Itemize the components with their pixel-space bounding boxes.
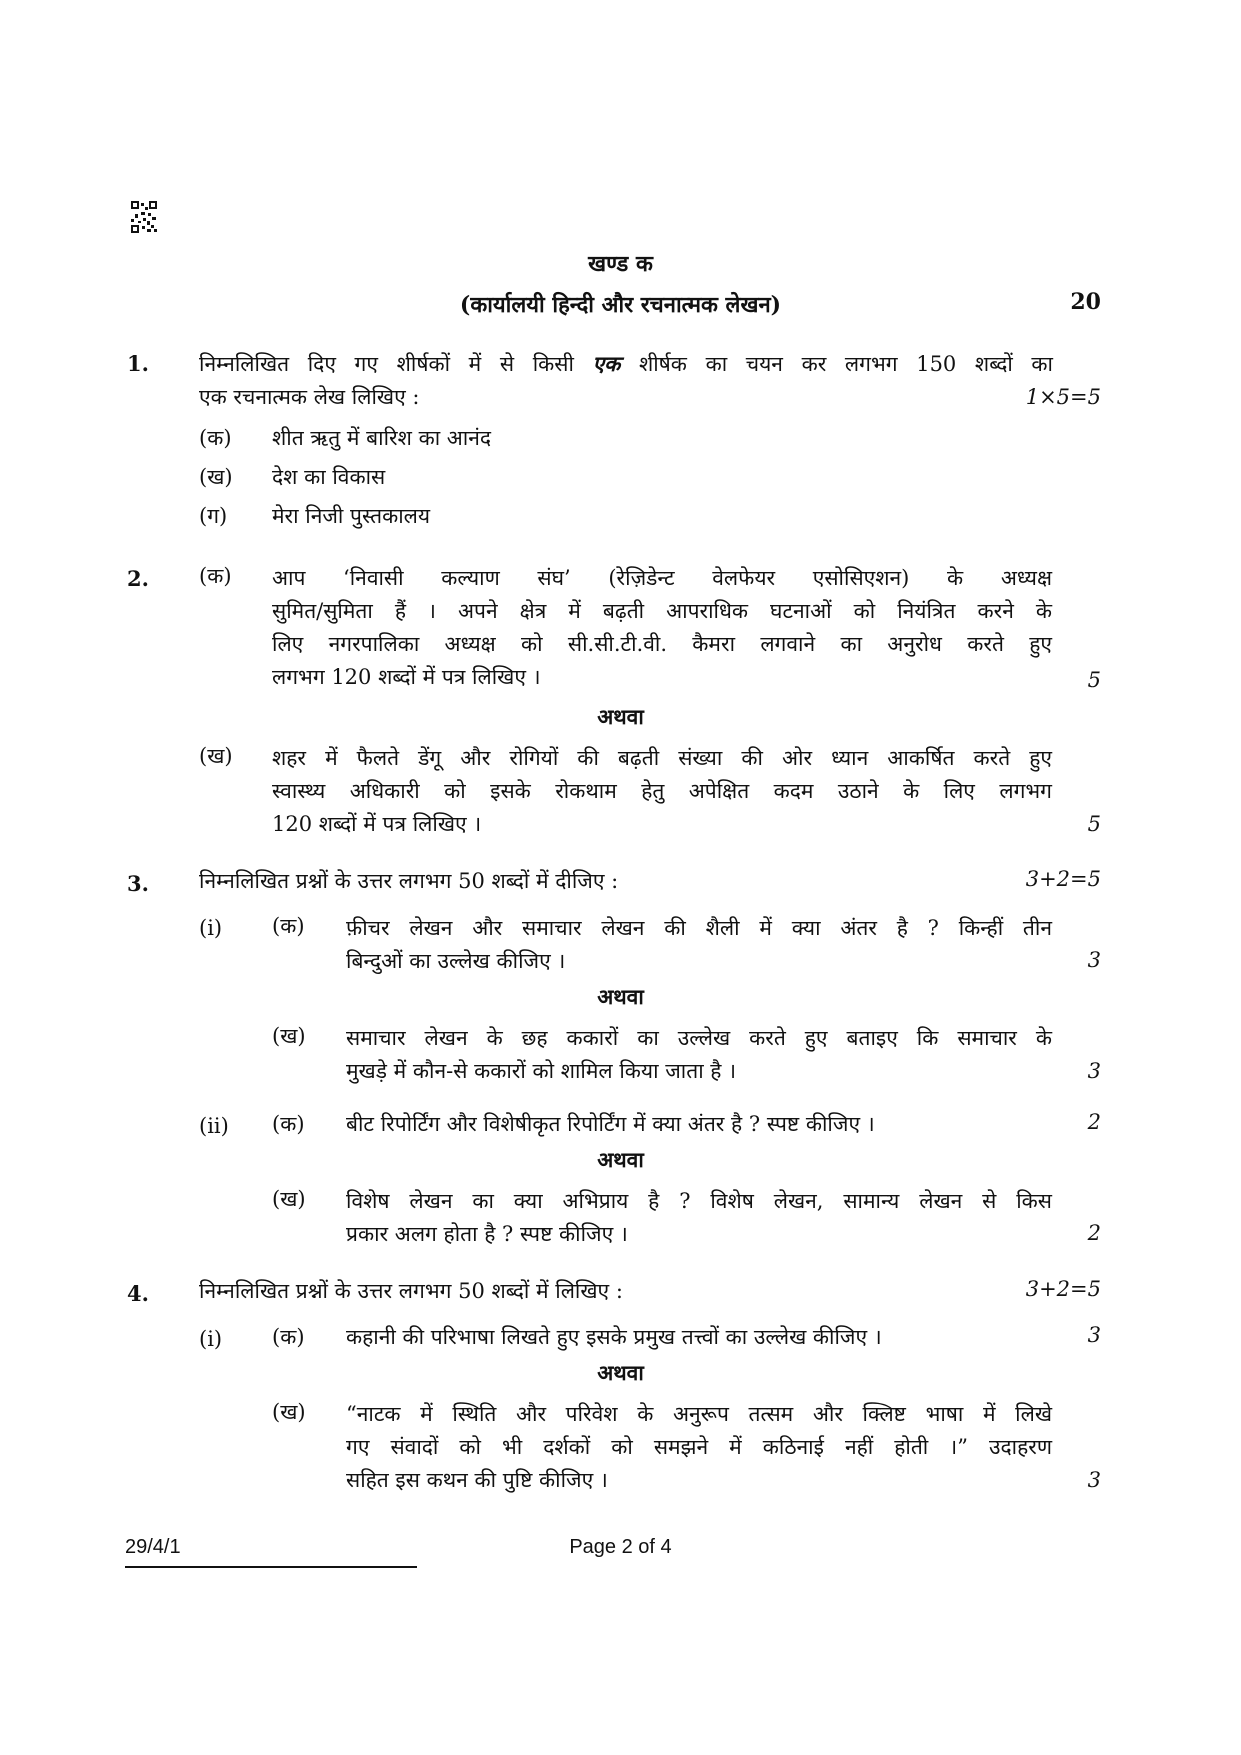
q3-ii-b-marks: 2 <box>1087 1221 1101 1245</box>
option-label: (ख) <box>199 744 233 768</box>
option-label: (ख) <box>272 1187 306 1211</box>
option-text: मेरा निजी पुस्तकालय <box>272 504 431 528</box>
question-number: 1. <box>127 351 149 376</box>
option-label: (क) <box>272 1112 305 1136</box>
text-line: लिए नगरपालिका अध्यक्ष को सी.सी.टी.वी. कैमरा लगवाने का अनुरोध करते हुए <box>272 632 1052 656</box>
option-label: (ख) <box>199 465 233 489</box>
text-line: लगभग 120 शब्दों में पत्र लिखिए । <box>272 665 541 689</box>
or-label: अथवा <box>597 704 644 729</box>
option-text: शीत ऋतु में बारिश का आनंद <box>272 426 492 450</box>
text-line: फ़ीचर लेखन और समाचार लेखन की शैली में क्या अंतर है ? किन्हीं तीन <box>346 916 1052 940</box>
text-line: सुमित/सुमिता हैं । अपने क्षेत्र में बढ़ती आपराधिक घटनाओं को नियंत्रित करने के <box>272 599 1052 623</box>
q2-b-marks: 5 <box>1087 812 1101 836</box>
text-line: आप ‘निवासी कल्याण संघ’ (रेज़िडेन्ट वेलफेयर एसोसिएशन) के अध्यक्ष <box>272 566 1052 590</box>
q2-b-text <box>272 742 1052 841</box>
text-line: बिन्दुओं का उल्लेख कीजिए । <box>346 949 566 973</box>
section-subtitle: (कार्यालयी हिन्दी और रचनात्मक लेखन) <box>459 292 782 318</box>
or-label: अथवा <box>597 1360 644 1385</box>
paper-code: 29/4/1 <box>125 1536 181 1558</box>
sub-question-label: (i) <box>199 1327 223 1351</box>
option-label: (ख) <box>272 1400 306 1424</box>
section-marks: 20 <box>1070 289 1101 315</box>
q4-i-a-marks: 3 <box>1087 1323 1101 1347</box>
q3-i-a-marks: 3 <box>1087 948 1101 972</box>
q3-ii-a-marks: 2 <box>1087 1110 1101 1134</box>
text-line: शहर में फैलते डेंगू और रोगियों की बढ़ती संख्या की ओर ध्यान आकर्षित करते हुए <box>272 746 1052 770</box>
option-label: (क) <box>272 914 305 938</box>
q3-stem: निम्नलिखित प्रश्नों के उत्तर लगभग 50 शब्दों में दीजिए : <box>199 869 619 893</box>
q4-i-b-text <box>346 1398 1052 1497</box>
or-label: अथवा <box>597 1147 644 1172</box>
q1-marks: 1×5=5 <box>1025 385 1101 409</box>
q3-marks: 3+2=5 <box>1025 867 1101 891</box>
text-line: मुखड़े में कौन-से ककारों को शामिल किया जाता है । <box>346 1059 737 1083</box>
text-line: गए संवादों को भी दर्शकों को समझने में कठिनाई नहीं होती ।” उदाहरण <box>346 1435 1052 1459</box>
text-line: “नाटक में स्थिति और परिवेश के अनुरूप तत्सम और क्लिष्ट भाषा में लिखे <box>346 1402 1052 1426</box>
text-line: स्वास्थ्य अधिकारी को इसके रोकथाम हेतु अपेक्षित कदम उठाने के लिए लगभग <box>272 779 1052 803</box>
option-text: देश का विकास <box>272 465 386 489</box>
q1-line1b: शीर्षक का चयन कर लगभग 150 शब्दों का <box>638 352 1053 376</box>
q2-a-marks: 5 <box>1087 668 1101 692</box>
q1-emphasis: एक <box>592 351 621 376</box>
question-number: 4. <box>127 1281 149 1306</box>
footer-rule <box>125 1566 417 1568</box>
q4-marks: 3+2=5 <box>1025 1277 1101 1301</box>
text-line: प्रकार अलग होता है ? स्पष्ट कीजिए । <box>346 1222 628 1246</box>
q3-i-b-marks: 3 <box>1087 1059 1101 1083</box>
text-line: विशेष लेखन का क्या अभिप्राय है ? विशेष लेखन, सामान्य लेखन से किस <box>346 1189 1052 1213</box>
q3-i-b-text <box>346 1022 1052 1088</box>
q2-a-text <box>272 562 1052 694</box>
q3-ii-b-text <box>346 1185 1052 1251</box>
option-label: (ग) <box>199 504 228 528</box>
question-1-text <box>199 347 1053 414</box>
option-label: (ख) <box>272 1024 306 1048</box>
question-number: 2. <box>127 566 149 591</box>
page-number: Page 2 of 4 <box>569 1536 672 1558</box>
q1-line1: निम्नलिखित दिए गए शीर्षकों में से किसी <box>199 352 574 376</box>
sub-question-label: (i) <box>199 916 223 940</box>
option-label: (क) <box>199 426 232 450</box>
section-title: खण्ड क <box>588 251 653 277</box>
q3-ii-a-text: बीट रिपोर्टिंग और विशेषीकृत रिपोर्टिंग में क्या अंतर है ? स्पष्ट कीजिए । <box>346 1112 875 1136</box>
q4-stem: निम्नलिखित प्रश्नों के उत्तर लगभग 50 शब्दों में लिखिए : <box>199 1279 623 1303</box>
q4-i-a-text: कहानी की परिभाषा लिखते हुए इसके प्रमुख तत्त्वों का उल्लेख कीजिए । <box>346 1325 882 1349</box>
text-line: समाचार लेखन के छह ककारों का उल्लेख करते हुए बताइए कि समाचार के <box>346 1026 1052 1050</box>
text-line: 120 शब्दों में पत्र लिखिए । <box>272 812 482 836</box>
q3-i-a-text <box>346 912 1052 978</box>
qr-code-icon <box>131 201 157 233</box>
q4-i-b-marks: 3 <box>1087 1468 1101 1492</box>
option-label: (क) <box>272 1325 305 1349</box>
question-number: 3. <box>127 871 149 896</box>
or-label: अथवा <box>597 984 644 1009</box>
sub-question-label: (ii) <box>199 1114 229 1138</box>
q1-line2: एक रचनात्मक लेख लिखिए : <box>199 385 420 409</box>
text-line: सहित इस कथन की पुष्टि कीजिए । <box>346 1468 608 1492</box>
option-label: (क) <box>199 564 232 588</box>
